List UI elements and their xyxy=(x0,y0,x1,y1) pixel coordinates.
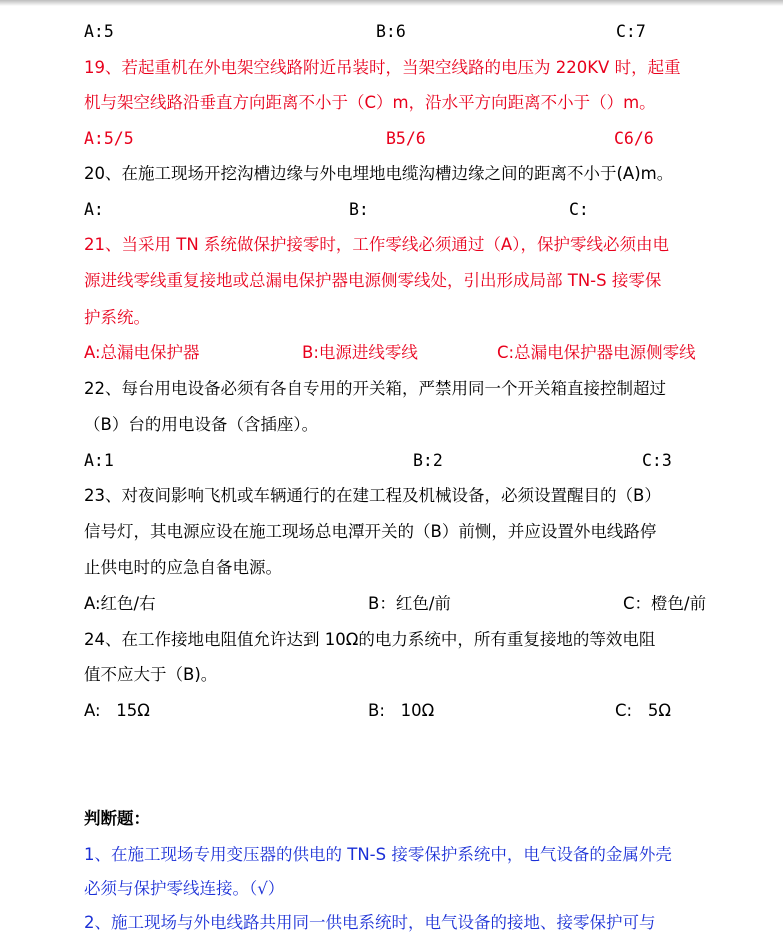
q20-options xyxy=(0,199,783,221)
q24-option-b: B: 10Ω xyxy=(368,701,435,720)
q20-option-c: C: xyxy=(569,200,589,219)
judge-2-line-1-partial: 2、施工现场与外电线路共用同一供电系统时，电气设备的接地、接零保护可与 xyxy=(84,913,656,932)
q21-line-2: 源进线零线重复接地或总漏电保护器电源侧零线处，引出形成局部 TN-S 接零保 xyxy=(84,271,662,290)
q21-options xyxy=(0,342,783,364)
q19-line-2: 机与架空线路沿垂直方向距离不小于（C）m，沿水平方向距离不小于（）m。 xyxy=(84,93,656,112)
q22-line-1: 22、每台用电设备必须有各自专用的开关箱，严禁用同一个开关箱直接控制超过 xyxy=(84,379,666,398)
q18-option-c: C:7 xyxy=(616,22,646,41)
q24-line-2: 值不应大于（B)。 xyxy=(84,665,218,684)
judge-section-heading: 判断题： xyxy=(84,809,150,828)
q24-line-1: 24、在工作接地电阻值允许达到 10Ω的电力系统中，所有重复接地的等效电阻 xyxy=(84,630,656,649)
q20-option-b: B: xyxy=(349,200,369,219)
q24-options xyxy=(0,700,783,722)
q21-option-b: B:电源进线零线 xyxy=(302,343,418,362)
q24-option-a: A: 15Ω xyxy=(84,701,150,720)
q21-line-1: 21、当采用 TN 系统做保护接零时，工作零线必须通过（A），保护零线必须由电 xyxy=(84,235,669,254)
q18-options xyxy=(0,21,783,43)
q22-option-b: B:2 xyxy=(413,451,443,470)
q23-line-2: 信号灯，其电源应设在施工现场总电潭开关的（B）前恻，并应设置外电线路停 xyxy=(84,522,657,541)
q19-options xyxy=(0,128,783,150)
judge-1-line-1: 1、在施工现场专用变压器的供电的 TN-S 接零保护系统中，电气设备的金属外壳 xyxy=(84,845,672,864)
q21-option-a: A:总漏电保护器 xyxy=(84,343,200,362)
q22-option-c: C:3 xyxy=(642,451,672,470)
q23-option-a: A:红色/右 xyxy=(84,594,156,613)
q21-option-c: C:总漏电保护器电源侧零线 xyxy=(497,343,696,362)
page-top-border xyxy=(0,0,783,6)
q23-option-b: B：红色/前 xyxy=(368,594,451,613)
q20-option-a: A: xyxy=(84,200,104,219)
q23-line-1: 23、对夜间影响飞机或车辆通行的在建工程及机械设备，必须设置醒目的（B） xyxy=(84,486,661,505)
q23-line-3: 止供电时的应急自备电源。 xyxy=(84,558,282,577)
q22-option-a: A:1 xyxy=(84,451,114,470)
q22-line-2: （B）台的用电设备（含插座）。 xyxy=(84,415,319,434)
q19-option-c: C6/6 xyxy=(614,129,654,148)
q23-option-c: C：橙色/前 xyxy=(623,594,707,613)
judge-1-line-2: 必须与保护零线连接。（√） xyxy=(84,879,285,898)
q21-line-3: 护系统。 xyxy=(84,308,150,327)
q22-options xyxy=(0,450,783,472)
q23-options xyxy=(0,593,783,615)
q24-option-c: C: 5Ω xyxy=(615,701,671,720)
q18-option-b: B:6 xyxy=(376,22,406,41)
q20-line-1: 20、在施工现场开挖沟槽边缘与外电埋地电缆沟槽边缘之间的距离不小于(A)m。 xyxy=(84,164,674,183)
q19-option-b: B5/6 xyxy=(386,129,426,148)
q18-option-a: A:5 xyxy=(84,22,114,41)
q19-line-1: 19、若起重机在外电架空线路附近吊装时，当架空线路的电压为 220KV 时，起重 xyxy=(84,58,681,77)
q19-option-a: A:5/5 xyxy=(84,129,134,148)
